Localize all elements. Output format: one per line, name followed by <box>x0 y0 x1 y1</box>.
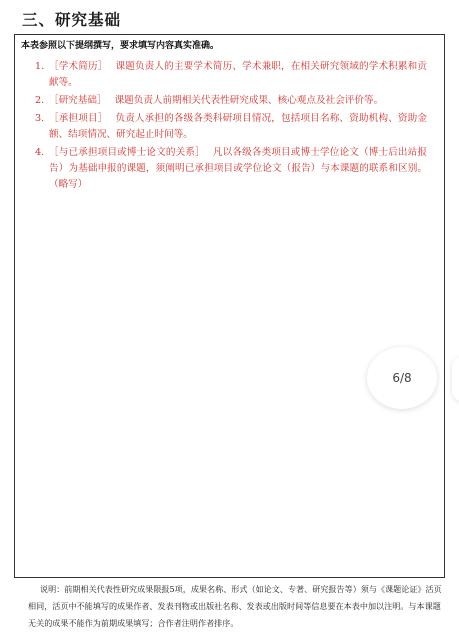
section-title: 三、研究基础 <box>22 11 122 29</box>
item-text: 课题负责人前期相关代表性研究成果、核心观点及社会评价等。 <box>114 95 384 106</box>
item-number: 2. <box>35 95 45 106</box>
item-text: 课题负责人的主要学术简历、学术兼职，在相关研究领域的学术积累和贡献等。 <box>49 61 428 88</box>
outline-item-academic-resume <box>35 59 427 91</box>
instruction-text: 本表参照以下提纲撰写，要求填写内容真实准确。 <box>21 41 220 51</box>
item-text: 负责人承担的各级各类科研项目情况，包括项目名称、资助机构、资助金额、结项情况、研究起止时间等。 <box>49 113 428 140</box>
page-indicator[interactable]: 6/8 <box>367 347 437 409</box>
outline-item-projects <box>35 111 427 143</box>
item-number: 1. <box>35 61 45 72</box>
side-nav-tab[interactable] <box>452 357 459 401</box>
item-tag: ［研究基础］ <box>49 95 107 106</box>
outline-list <box>35 59 427 195</box>
outline-item-relationship <box>35 145 427 193</box>
outline-item-research-basis <box>35 93 427 109</box>
item-tag: ［承担项目］ <box>49 113 108 124</box>
item-text: 凡以各级各类项目或博士学位论文（博士后出站报告）为基础申报的课题，须阐明已承担项目或学位论文（报告）与本课题的联系和区别。（略写） <box>49 147 428 190</box>
item-number: 4. <box>35 147 45 158</box>
item-tag: ［学术简历］ <box>49 61 108 72</box>
research-basis-table <box>14 34 445 578</box>
footer-note-text: 说明：前期相关代表性研究成果限报5项，成果名称、形式（如论文、专著、研究报告等）须与《课题论证》活页相同，活页中不能填写的成果作者、发表刊物或出版社名称、发表或出版时间等信息要在本表中加以注明。与本课题无关的成果不能作为前期成果填写；合作者注明作者排序。 <box>28 584 442 628</box>
item-tag: ［与已承担项目或博士论文的关系］ <box>49 147 205 158</box>
footer-note <box>28 581 442 632</box>
item-number: 3. <box>35 113 45 124</box>
